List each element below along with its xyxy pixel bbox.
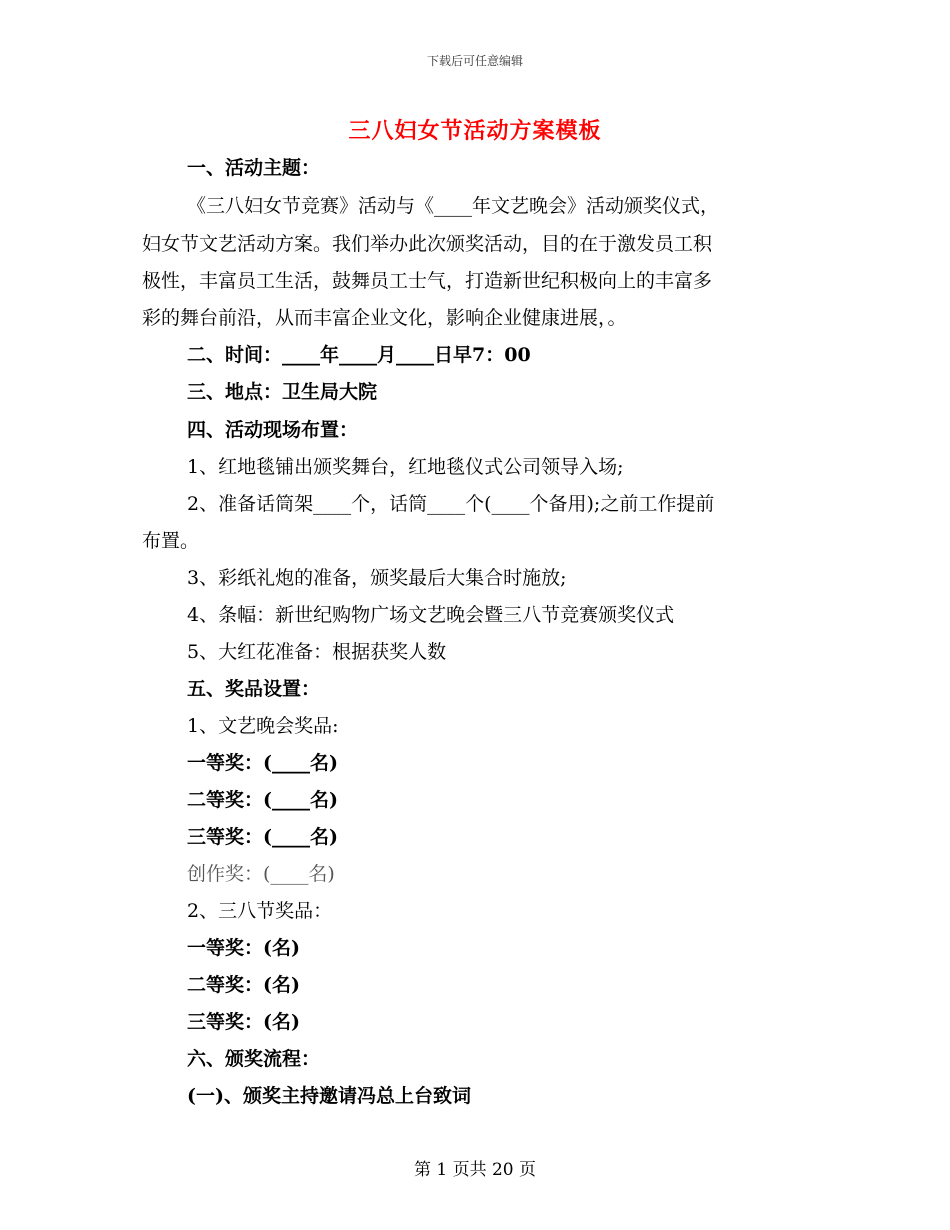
section-1-paragraph-line-2: 妇女节文艺活动方案。我们举办此次颁奖活动，目的在于激发员工积 bbox=[142, 233, 713, 255]
gala-third-prize: 三等奖：(____名) bbox=[187, 826, 338, 848]
womens-day-second-prize: 二等奖：(名) bbox=[187, 974, 300, 996]
section-4-item-4: 4、条幅：新世纪购物广场文艺晚会暨三八节竞赛颁奖仪式 bbox=[187, 604, 675, 626]
section-4-item-2-continued: 布置。 bbox=[142, 530, 200, 552]
section-6-item-1: (一)、颁奖主持邀请冯总上台致词 bbox=[187, 1085, 471, 1107]
page-header: 下载后可任意编辑 bbox=[426, 54, 523, 68]
page-footer: 第 1 页共 20 页 bbox=[413, 1160, 537, 1180]
womens-day-first-prize: 一等奖：(名) bbox=[187, 937, 300, 959]
section-4-item-1: 1、红地毯铺出颁奖舞台，红地毯仪式公司领导入场; bbox=[187, 456, 624, 478]
section-4-item-2: 2、准备话筒架____个，话筒____个(____个备用);之前工作提前 bbox=[187, 493, 715, 515]
section-5-subheading-2: 2、三八节奖品： bbox=[187, 900, 333, 922]
section-5-subheading-1: 1、文艺晚会奖品: bbox=[187, 715, 339, 737]
document-title: 三八妇女节活动方案模板 bbox=[348, 118, 602, 144]
section-1-paragraph-line-3: 极性，丰富员工生活，鼓舞员工士气，打造新世纪积极向上的丰富多 bbox=[142, 270, 713, 292]
section-4-item-3: 3、彩纸礼炮的准备，颁奖最后大集合时施放; bbox=[187, 567, 567, 589]
section-1-paragraph-line-1: 《三八妇女节竞赛》活动与《____年文艺晚会》活动颁奖仪式， bbox=[187, 195, 720, 217]
section-3-location: 三、地点：卫生局大院 bbox=[187, 381, 378, 403]
section-1-paragraph-line-4: 彩的舞台前沿，从而丰富企业文化，影响企业健康进展，。 bbox=[142, 307, 627, 329]
section-2-time: 二、时间：____年____月____日早7：00 bbox=[187, 344, 531, 366]
womens-day-third-prize: 三等奖：(名) bbox=[187, 1011, 300, 1033]
gala-first-prize: 一等奖：(____名) bbox=[187, 752, 338, 774]
section-6-heading: 六、颁奖流程： bbox=[187, 1048, 321, 1070]
gala-second-prize: 二等奖：(____名) bbox=[187, 789, 338, 811]
gala-creative-prize: 创作奖：(____名) bbox=[187, 863, 335, 885]
section-4-heading: 四、活动现场布置： bbox=[187, 419, 359, 441]
section-4-item-5: 5、大红花准备：根据获奖人数 bbox=[187, 641, 447, 663]
section-5-heading: 五、奖品设置： bbox=[187, 678, 321, 700]
section-1-heading: 一、活动主题： bbox=[187, 157, 321, 179]
